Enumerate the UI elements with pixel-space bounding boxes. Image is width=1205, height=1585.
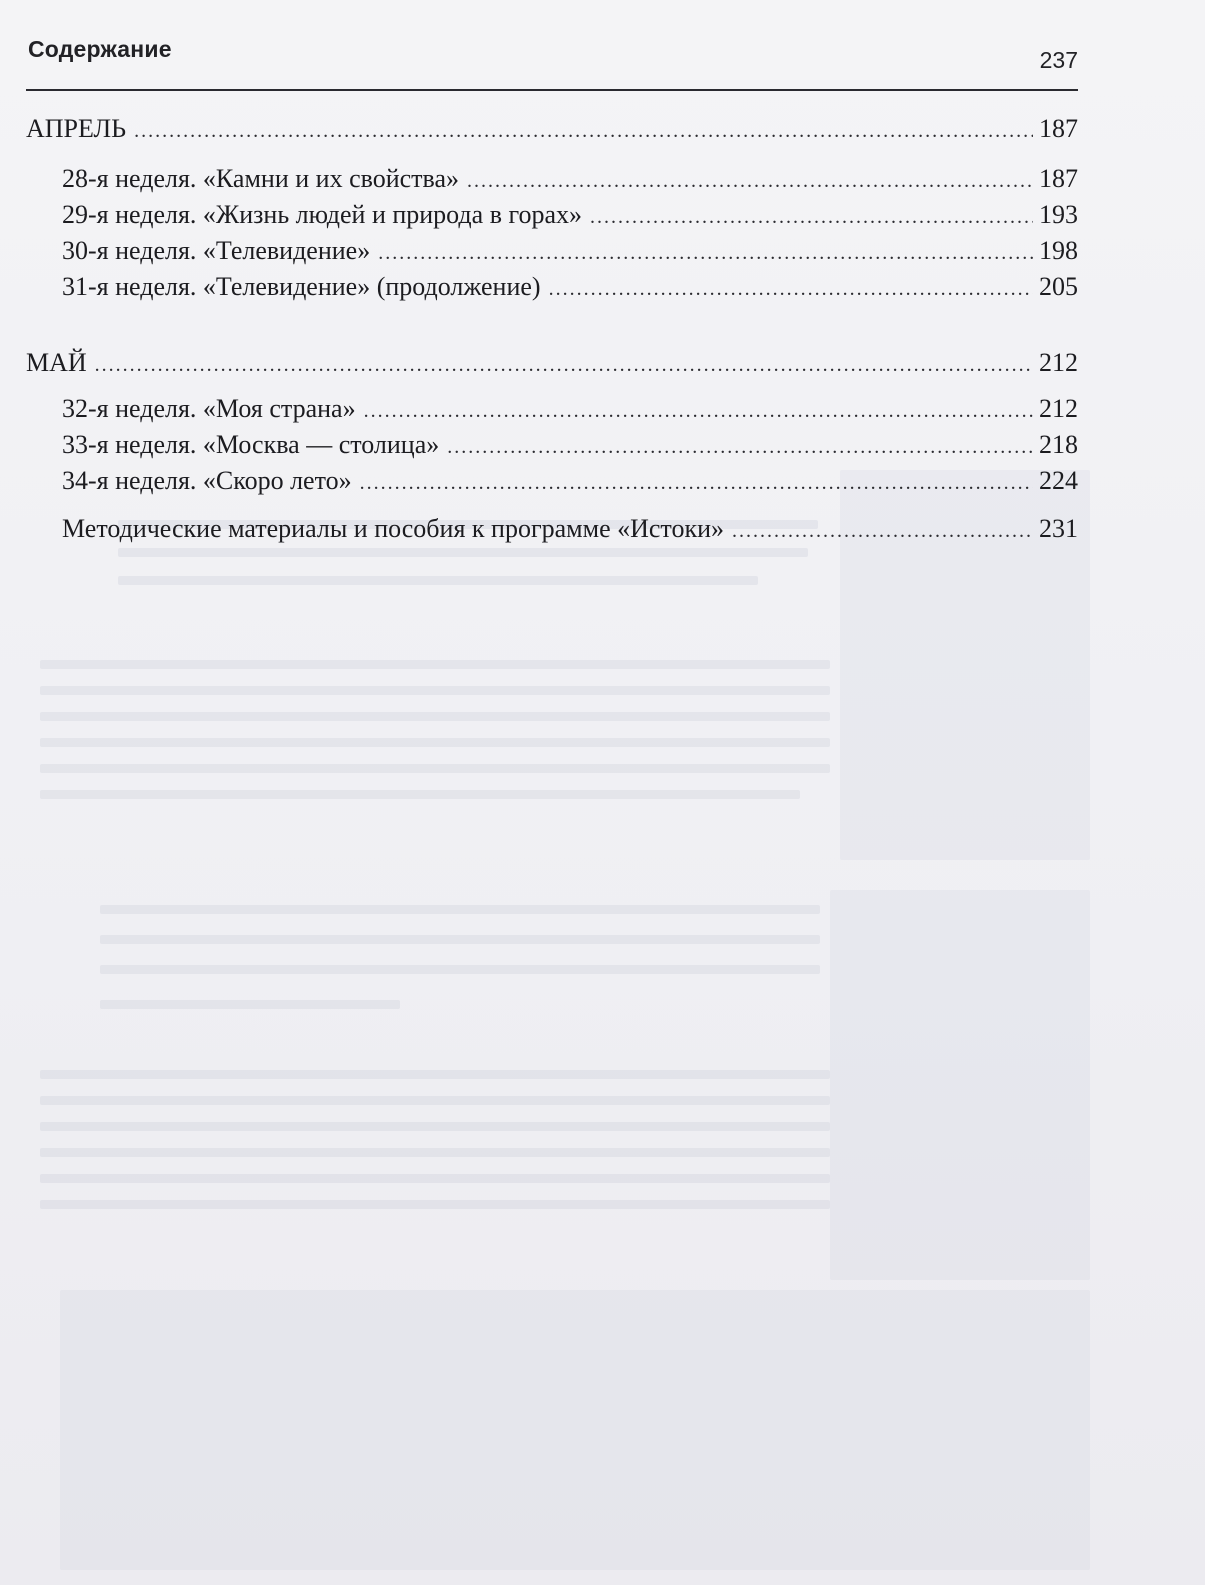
toc-entry[interactable] <box>26 464 1078 500</box>
show-through-line <box>40 1200 830 1209</box>
table-of-contents <box>26 106 1078 548</box>
dot-leader <box>378 236 1033 270</box>
show-through-line <box>40 738 830 747</box>
show-through-line <box>100 965 820 974</box>
running-head: Содержание <box>28 36 172 62</box>
toc-page-number: 187 <box>1039 114 1078 143</box>
toc-page-number: 187 <box>1039 164 1078 193</box>
toc-page-number: 218 <box>1039 430 1078 459</box>
show-through-line <box>40 686 830 695</box>
show-through-line <box>40 1122 830 1131</box>
toc-section-title: МАЙ <box>26 348 87 377</box>
dot-leader <box>134 114 1033 148</box>
show-through-line <box>40 790 800 799</box>
toc-entry[interactable] <box>26 392 1078 428</box>
dot-leader <box>364 394 1033 428</box>
toc-entry-title: 32-я неделя. «Моя страна» <box>62 394 356 423</box>
show-through-line <box>118 576 758 585</box>
show-through-line <box>40 764 830 773</box>
toc-page-number: 212 <box>1039 348 1078 377</box>
show-through-line <box>40 1174 830 1183</box>
show-through-line <box>100 1000 400 1009</box>
toc-entry-title: 31-я неделя. «Телевидение» (продолжение) <box>62 272 541 301</box>
show-through-image <box>830 890 1090 1280</box>
show-through-block <box>60 1290 1090 1570</box>
toc-entry-title: 34-я неделя. «Скоро лето» <box>62 466 352 495</box>
dot-leader <box>360 466 1033 500</box>
toc-page-number: 193 <box>1039 200 1078 229</box>
toc-page-number: 205 <box>1039 272 1078 301</box>
toc-page-number: 231 <box>1039 514 1078 543</box>
page-number: 237 <box>1039 47 1078 73</box>
toc-entry[interactable] <box>26 162 1078 198</box>
toc-entry[interactable] <box>26 198 1078 234</box>
toc-entry[interactable] <box>26 428 1078 464</box>
show-through-line <box>40 1148 830 1157</box>
toc-entry-title: 28-я неделя. «Камни и их свойства» <box>62 164 460 193</box>
show-through-line <box>40 660 830 669</box>
toc-page-number: 224 <box>1039 466 1078 495</box>
toc-section-april[interactable] <box>26 112 1078 148</box>
toc-section-title: АПРЕЛЬ <box>26 114 127 143</box>
dot-leader <box>732 514 1033 548</box>
toc-page-number: 212 <box>1039 394 1078 423</box>
toc-page-number: 198 <box>1039 236 1078 265</box>
show-through-line <box>40 1070 830 1079</box>
show-through-line <box>40 1096 830 1105</box>
dot-leader <box>590 200 1033 234</box>
toc-entry-title: 30-я неделя. «Телевидение» <box>62 236 371 265</box>
toc-section-may[interactable] <box>26 346 1078 382</box>
header-rule <box>26 89 1078 91</box>
show-through-line <box>100 905 820 914</box>
toc-entry[interactable] <box>26 234 1078 270</box>
toc-entry-title: 29-я неделя. «Жизнь людей и природа в горах» <box>62 200 583 229</box>
toc-entry-methodical-materials[interactable] <box>26 512 1078 548</box>
dot-leader <box>95 348 1033 382</box>
show-through-line <box>118 548 808 557</box>
show-through-line <box>40 712 830 721</box>
toc-entry[interactable] <box>26 270 1078 306</box>
toc-entry-title: 33-я неделя. «Москва — столица» <box>62 430 440 459</box>
dot-leader <box>447 430 1033 464</box>
dot-leader <box>467 164 1033 198</box>
toc-entry-title: Методические материалы и пособия к программе «Истоки» <box>62 514 724 543</box>
show-through-line <box>100 935 820 944</box>
dot-leader <box>549 272 1033 306</box>
